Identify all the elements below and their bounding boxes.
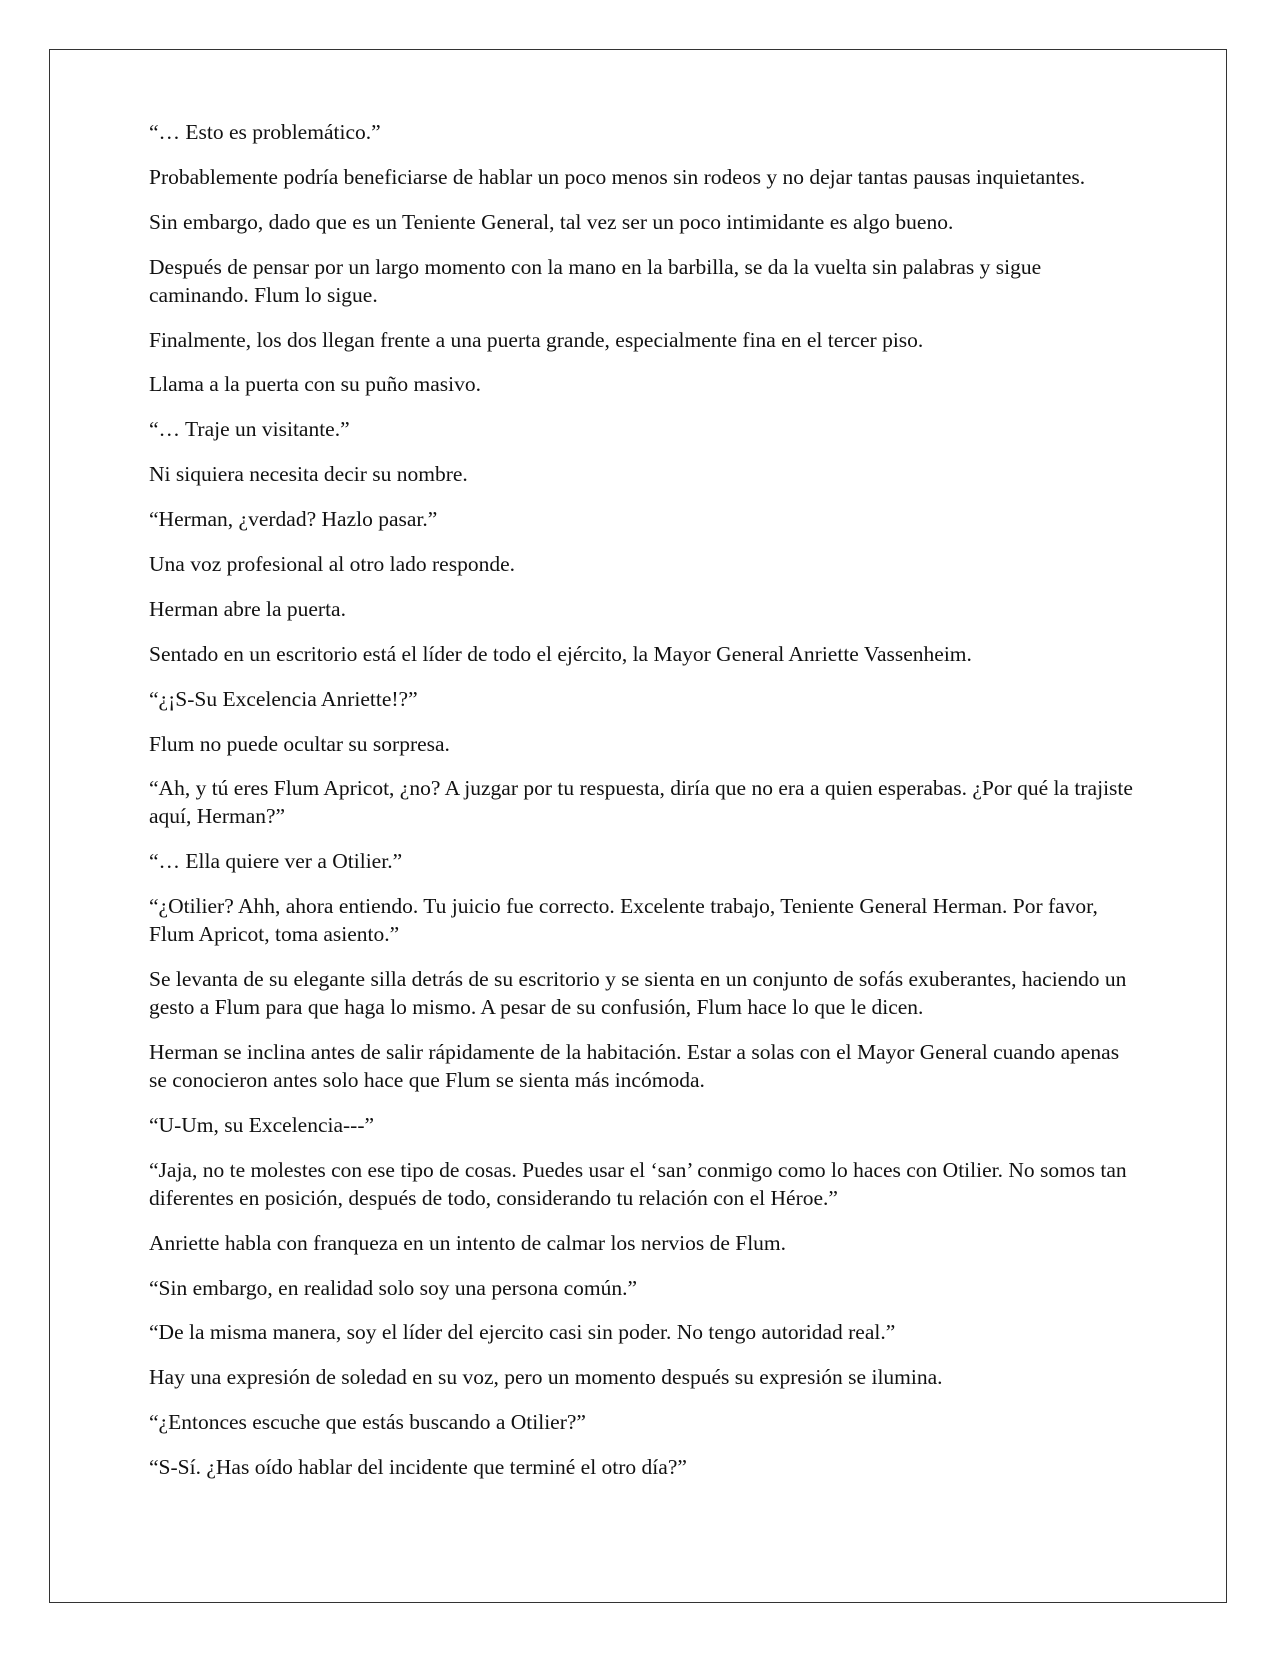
paragraph: Después de pensar por un largo momento con la mano en la barbilla, se da la vuelta sin palabras y sigue caminando. Flum lo sigue.: [149, 254, 1042, 307]
paragraph: Ni siquiera necesita decir su nombre.: [149, 462, 468, 487]
paragraph: “¿Entonces escuche que estás buscando a Otilier?”: [149, 1410, 586, 1435]
paragraph: Llama a la puerta con su puño masivo.: [149, 372, 481, 397]
paragraph: “Ah, y tú eres Flum Apricot, ¿no? A juzgar por tu respuesta, diría que no era a quien esperabas. ¿Por qué la trajiste aquí, Herman?”: [149, 776, 1133, 829]
paragraph: Se levanta de su elegante silla detrás de su escritorio y se sienta en un conjunto de sofás exuberantes, haciendo un gesto a Flum para que haga lo mismo. A pesar de su confusión, Flum hace lo que le dicen.: [149, 967, 1127, 1020]
paragraph: Sin embargo, dado que es un Teniente General, tal vez ser un poco intimidante es algo bueno.: [149, 209, 954, 234]
paragraph: Hay una expresión de soledad en su voz, pero un momento después su expresión se ilumina.: [149, 1365, 943, 1390]
paragraph: Una voz profesional al otro lado responde.: [149, 552, 515, 577]
paragraph: “¿Otilier? Ahh, ahora entiendo. Tu juicio fue correcto. Excelente trabajo, Teniente General Herman. Por favor, Flum Apricot, toma asiento.”: [149, 894, 1098, 947]
paragraph: “¿¡S-Su Excelencia Anriette!?”: [149, 686, 418, 711]
paragraph: “… Esto es problemático.”: [149, 120, 381, 144]
paragraph: “Sin embargo, en realidad solo soy una persona común.”: [149, 1275, 638, 1300]
paragraph: Anriette habla con franqueza en un intento de calmar los nervios de Flum.: [149, 1230, 787, 1255]
paragraph: Flum no puede ocultar su sorpresa.: [149, 731, 450, 756]
page-frame: [49, 49, 1227, 1603]
paragraph: Finalmente, los dos llegan frente a una puerta grande, especialmente fina en el tercer piso.: [149, 327, 924, 352]
paragraph: Sentado en un escritorio está el líder de todo el ejército, la Mayor General Anriette Vassenheim.: [149, 641, 972, 666]
paragraph: “… Traje un visitante.”: [149, 417, 350, 442]
paragraph: “S-Sí. ¿Has oído hablar del incidente que terminé el otro día?”: [149, 1455, 687, 1480]
paragraph: Herman abre la puerta.: [149, 596, 346, 621]
paragraph: “Jaja, no te molestes con ese tipo de cosas. Puedes usar el ‘san’ conmigo como lo haces con Otilier. No somos tan diferentes en posición, después de todo, considerando tu relación con el Héroe.”: [149, 1157, 1127, 1210]
paragraph: “Herman, ¿verdad? Hazlo pasar.”: [149, 507, 438, 532]
paragraph: Probablemente podría beneficiarse de hablar un poco menos sin rodeos y no dejar tantas pausas inquietantes.: [149, 164, 1086, 189]
document-body: [149, 118, 1139, 1498]
paragraph: “U-Um, su Excelencia---”: [149, 1112, 375, 1137]
paragraph: “De la misma manera, soy el líder del ejercito casi sin poder. No tengo autoridad real.”: [149, 1320, 896, 1345]
paragraph: “… Ella quiere ver a Otilier.”: [149, 849, 403, 874]
paragraph: Herman se inclina antes de salir rápidamente de la habitación. Estar a solas con el Mayor General cuando apenas se conocieron antes solo hace que Flum se sienta más incómoda.: [149, 1040, 1120, 1093]
